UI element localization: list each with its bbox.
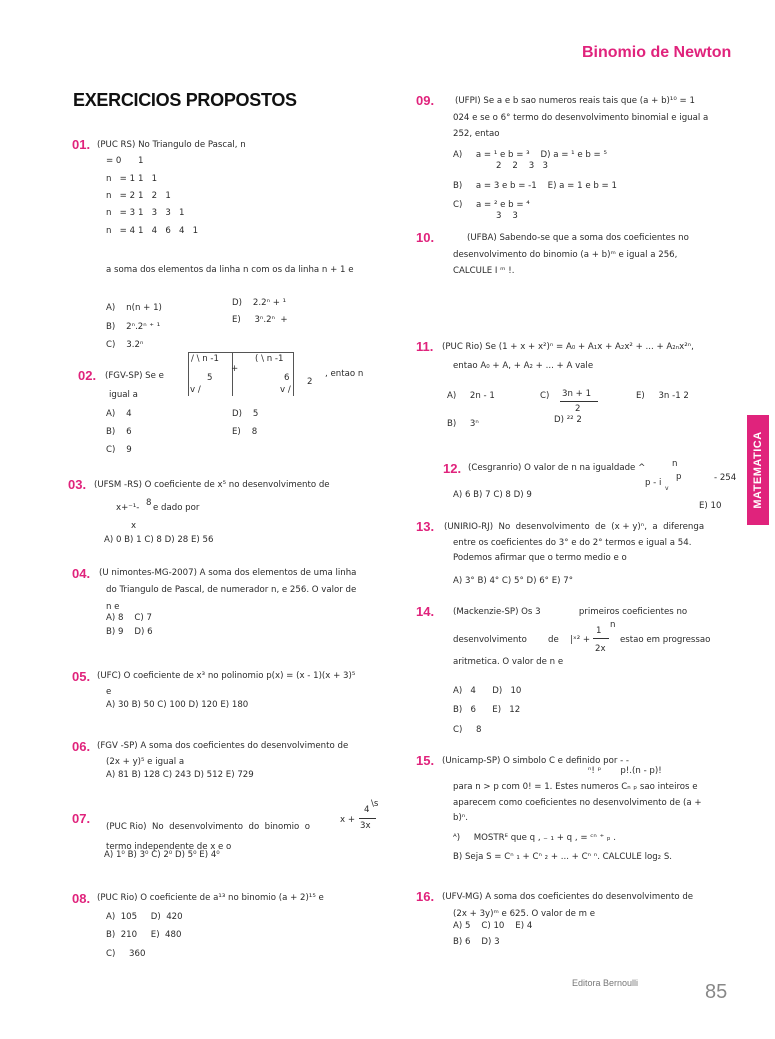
definition-formula: ⁿ! ᵖ p!.(n - p)! (588, 766, 662, 776)
expression: x+⁻¹- (116, 503, 140, 513)
denominator: 2x (595, 644, 606, 654)
options: A) 105 D) 420 (106, 912, 183, 922)
question-number: 05. (72, 669, 91, 684)
question-number: 02. (78, 368, 97, 383)
pascal-row-label: n = 4 (106, 226, 136, 236)
pascal-row-values: 1 (138, 156, 144, 166)
fraction-bar (560, 401, 598, 402)
subscript: v (665, 485, 669, 492)
question-number: 03. (68, 477, 87, 492)
question-number: 13. (416, 519, 435, 534)
options: B) 9 D) 6 (106, 627, 153, 637)
question-stem-tail: , entao n (325, 369, 364, 379)
numerator: 1 (596, 626, 602, 636)
option-e: E) 10 (699, 501, 722, 511)
question-number: 08. (72, 891, 91, 906)
question-stem-tail: igual a (109, 390, 138, 400)
result-value: - 254 (714, 473, 737, 483)
question-number: 04. (72, 566, 91, 581)
pascal-row-values: 1 1 (138, 174, 158, 184)
binomial-bottom: 5 (207, 373, 213, 383)
options: A) 5 C) 10 E) 4 (453, 921, 533, 931)
options: A) 30 B) 50 C) 100 D) 120 E) 180 (106, 700, 249, 710)
pascal-row-values: 1 4 6 4 1 (138, 226, 199, 236)
option-a-d: A) a = ¹ e b = ³ D) a = ¹ e b = ⁵ (453, 150, 607, 160)
item-b: B) Seja S = Cⁿ ₁ + Cⁿ ₂ + ... + Cⁿ ⁿ. CALCULE log₂ S. (453, 852, 673, 862)
option-d: D) ²² 2 (554, 415, 582, 425)
options: A) 8 C) 7 (106, 613, 152, 623)
question-stem: (UFV-MG) A soma dos coeficientes do desenvolvimento de (442, 892, 694, 902)
question-stem: desenvolvimento (453, 635, 527, 645)
denominator: x (131, 521, 137, 531)
expression: |ˣ² + (570, 635, 591, 645)
subject-tab (747, 415, 769, 525)
option-b: B) 2ⁿ.2ⁿ ⁺ ¹ (106, 322, 161, 332)
question-stem: estao em progressao (620, 635, 711, 645)
binomial-bracket (188, 352, 293, 353)
expression: x + (340, 815, 356, 825)
fraction-bar (359, 818, 376, 819)
question-stem: 252, entao (453, 129, 500, 139)
pascal-row-label: n = 3 (106, 208, 136, 218)
option-a: A) 4 (106, 409, 132, 419)
question-number: 14. (416, 604, 435, 619)
publisher-name: Editora Bernoulli (572, 978, 639, 988)
question-number: 07. (72, 811, 91, 826)
question-stem: n e (106, 602, 120, 612)
result-value: 2 (307, 377, 313, 387)
option-denominators: 2 2 3 3 (496, 161, 548, 171)
options: A) 0 B) 1 C) 8 D) 28 E) 56 (104, 535, 214, 545)
option-c-denominator: 2 (575, 404, 581, 414)
question-stem-tail: e dado por (153, 503, 200, 513)
question-stem: (2x + 3y)ᵐ e 625. O valor de m e (453, 909, 596, 919)
item-a: ᴬ) MOSTRᴱ que q , ₋ ₁ + q , = ᶜⁿ ⁺ ₚ . (453, 833, 616, 843)
option-c: C) a = ² e b = ⁴ (453, 200, 530, 210)
question-number: 10. (416, 230, 435, 245)
options: B) 6 D) 3 (453, 937, 500, 947)
binomial-bracket (188, 352, 189, 396)
question-stem: aparecem como coeficientes no desenvolvimento de (a + (453, 798, 702, 808)
option-b-e: B) a = 3 e b = -1 E) a = 1 e b = 1 (453, 181, 617, 191)
subject-tab-label: MATEMATICA (752, 431, 764, 509)
question-stem: (PUC Rio) Se (1 + x + x²)ⁿ = A₀ + A₁x + A₂x² + ... + A₂ₙx²ⁿ, (442, 342, 694, 352)
option-e: E) 8 (232, 427, 258, 437)
option-d: D) 2.2ⁿ + ¹ (232, 298, 287, 308)
options: A) 6 B) 7 C) 8 D) 9 (453, 490, 532, 500)
question-stem: (UFPI) Se a e b sao numeros reais tais que (a + b)¹⁰ = 1 (455, 96, 695, 106)
question-stem: (FGV -SP) A soma dos coeficientes do desenvolvimento de (97, 741, 349, 751)
options: A) 81 B) 128 C) 243 D) 512 E) 729 (106, 770, 254, 780)
option-a: A) n(n + 1) (106, 303, 162, 313)
section-title: Binomio de Newton (582, 44, 732, 61)
question-stem: de (548, 635, 559, 645)
question-stem: b)ⁿ. (453, 813, 468, 823)
question-stem: entre os coeficientes do 3° e do 2° termos e igual a 54. (453, 538, 692, 548)
question-stem: desenvolvimento do binomio (a + b)ᵐ e igual a 256, (453, 250, 678, 260)
question-stem: (U nimontes-MG-2007) A soma dos elementos de uma linha (99, 568, 357, 578)
question-stem: 024 e se o 6° termo do desenvolvimento binomial e igual a (453, 113, 709, 123)
denominator: 3x (360, 821, 371, 831)
option-b: B) 6 (106, 427, 132, 437)
question-number: 01. (72, 137, 91, 152)
options: B) 210 E) 480 (106, 930, 182, 940)
question-stem: (2x + y)⁵ e igual a (106, 757, 185, 767)
page-number: 85 (705, 981, 728, 1003)
question-stem: (FGV-SP) Se e (105, 371, 164, 381)
question-number: 09. (416, 93, 435, 108)
question-number: 06. (72, 739, 91, 754)
bracket-mark: \s (371, 799, 379, 809)
option-a: A) 2n - 1 (447, 391, 495, 401)
option-c: C) 9 (106, 445, 132, 455)
question-stem: para n > p com 0! = 1. Estes numeros Cₙ ₚ sao inteiros e (453, 782, 698, 792)
question-stem: entao A₀ + A, + A₂ + ... + A vale (453, 361, 594, 371)
question-stem: (UFSM -RS) O coeficiente de x⁵ no desenvolvimento de (94, 480, 330, 490)
pascal-row-label: n = 2 (106, 191, 136, 201)
option-e: E) 3ⁿ.2ⁿ + (232, 315, 288, 325)
question-stem: (UFC) O coeficiente de x³ no polinomio p(x) = (x - 1)(x + 3)⁵ (97, 671, 356, 681)
option-e: E) 3n -1 2 (636, 391, 689, 401)
question-stem: do Triangulo de Pascal, de numerador n, e 256. O valor de (106, 585, 357, 595)
question-stem: (PUC RS) No Triangulo de Pascal, n (97, 140, 246, 150)
option-c-numerator: 3n + 1 (562, 389, 592, 399)
pascal-row-values: 1 2 1 (138, 191, 171, 201)
question-stem: (PUC Rio) O coeficiente de a¹³ no binomio (a + 2)¹⁵ e (97, 893, 324, 903)
question-number: 12. (443, 461, 462, 476)
question-stem: (UNIRIO-RJ) No desenvolvimento de (x + y)ⁿ, a diferenga (444, 522, 705, 532)
question-stem: (Cesgranrio) O valor de n na igualdade ^ (468, 463, 646, 473)
options: C) 360 (106, 949, 146, 959)
exponent: 8 (146, 498, 152, 508)
pascal-row-label: n = 1 (106, 174, 136, 184)
question-number: 16. (416, 889, 435, 904)
question-stem: CALCULE I ᵐ !. (453, 266, 515, 276)
option-b: B) 3ⁿ (447, 419, 479, 429)
numerator: 4 (364, 805, 370, 815)
options: C) 8 (453, 725, 482, 735)
question-stem: Podemos afirmar que o termo medio e o (453, 553, 627, 563)
summation-term: p (676, 472, 682, 482)
option-d: D) 5 (232, 409, 259, 419)
summation-top: n (672, 459, 678, 469)
summation-bottom: p - i (645, 478, 662, 488)
question-number: 11. (416, 339, 434, 354)
question-stem: (Unicamp-SP) O simbolo C e definido por - - (442, 756, 630, 766)
question-tail: a soma dos elementos da linha n com os da linha n + 1 e (106, 265, 354, 275)
question-number: 15. (416, 753, 435, 768)
question-stem: (PUC Rio) No desenvolvimento do binomio o (106, 822, 310, 832)
options: A) 1⁰ B) 3⁰ C) 2⁰ D) 5⁰ E) 4⁰ (104, 850, 220, 860)
plus-sign: + (231, 364, 239, 374)
binomial-top: ( \ n -1 (255, 354, 284, 364)
option-c: C) 3.2ⁿ (106, 340, 144, 350)
question-stem: (UFBA) Sabendo-se que a soma dos coeficientes no (467, 233, 689, 243)
binomial-bottom: 6 (284, 373, 290, 383)
options: B) 6 E) 12 (453, 705, 521, 715)
options: A) 4 D) 10 (453, 686, 522, 696)
binomial-top: / \ n -1 (191, 354, 220, 364)
binomial-bracket (293, 352, 294, 396)
option-c: C) (540, 391, 550, 401)
question-stem: aritmetica. O valor de n e (453, 657, 564, 667)
option-denominators: 3 3 (496, 211, 518, 221)
binomial-close: v / (280, 385, 291, 395)
binomial-close: v / (190, 385, 201, 395)
exponent: n (610, 620, 616, 630)
fraction-bar (593, 638, 609, 639)
pascal-row-values: 1 3 3 1 (138, 208, 185, 218)
question-stem: e (106, 687, 112, 697)
question-stem: (Mackenzie-SP) Os 3 primeiros coeficientes no (453, 607, 688, 617)
pascal-row-label: = 0 (106, 156, 122, 166)
page-title: EXERCICIOS PROPOSTOS (73, 90, 297, 110)
options: A) 3° B) 4° C) 5° D) 6° E) 7° (453, 576, 573, 586)
question-stem: termo independente de x e o (106, 842, 232, 852)
